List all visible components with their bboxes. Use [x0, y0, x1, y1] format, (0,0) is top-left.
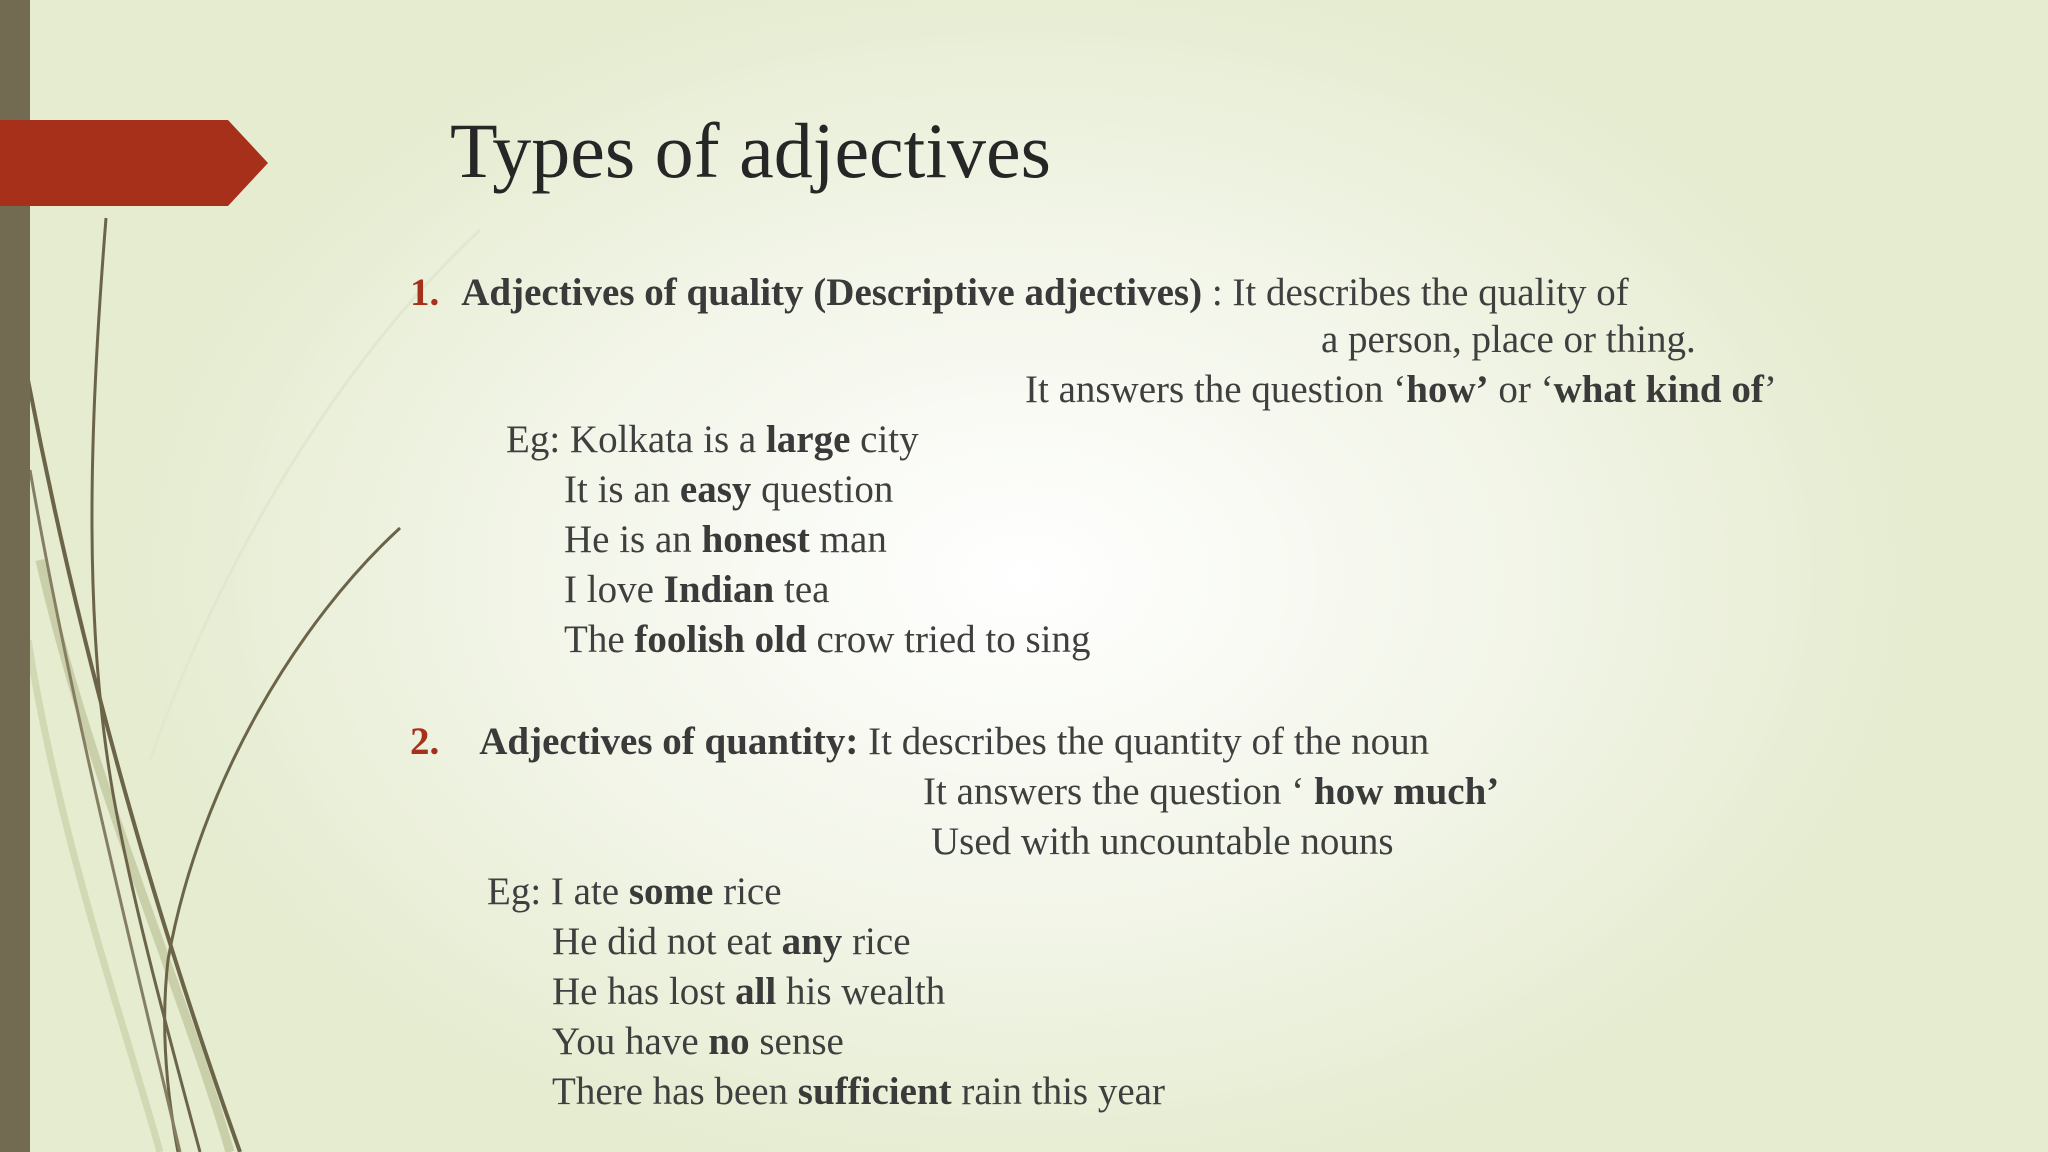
example-text: Eg: Kolkata is a [506, 418, 766, 461]
example-text: It is an [564, 468, 680, 511]
example-adjective: easy [679, 468, 752, 511]
example-text: I love [564, 568, 664, 611]
section-1-example-1 [506, 420, 919, 459]
example-text: his wealth [776, 970, 946, 1013]
title-arrow-marker [0, 120, 268, 206]
section-2-example-5 [552, 1072, 1165, 1111]
example-text: city [850, 418, 919, 461]
section-1-example-5 [564, 620, 1090, 659]
section-2-answer-prefix: It answers the question ‘ [923, 770, 1314, 813]
example-text: rice [713, 870, 782, 913]
section-1-answer-line [1025, 370, 1777, 409]
example-text: Eg: I ate [487, 870, 629, 913]
section-2-example-2 [552, 922, 911, 961]
dark-stem-4 [30, 470, 180, 1152]
section-2-example-3 [552, 972, 945, 1011]
example-text: question [751, 468, 894, 511]
section-1-example-3 [564, 520, 887, 559]
section-1-answer-or: or ‘ [1488, 368, 1554, 411]
section-1-example-4 [564, 570, 829, 609]
example-text: You have [552, 1020, 709, 1063]
section-2-heading: Adjectives of quantity: [479, 720, 859, 763]
section-1-definition-cont: a person, place or thing. [1321, 318, 1696, 361]
example-text: He is an [564, 518, 702, 561]
example-text: sense [749, 1020, 844, 1063]
section-2-answer-bold: how much’ [1314, 770, 1500, 813]
example-adjective: all [735, 970, 777, 1013]
section-1-answer-prefix: It answers the question ‘ [1025, 368, 1407, 411]
section-1-answer-end: ’ [1763, 368, 1777, 411]
example-text: rain this year [951, 1070, 1165, 1113]
section-2-usage: Used with uncountable nouns [931, 820, 1394, 863]
example-text: tea [774, 568, 830, 611]
example-adjective: Indian [663, 568, 775, 611]
section-1-answer-how: how’ [1406, 368, 1489, 411]
example-adjective: large [765, 418, 851, 461]
example-adjective: honest [701, 518, 810, 561]
example-text: crow tried to sing [806, 618, 1091, 661]
example-adjective: some [628, 870, 714, 913]
example-text: The [564, 618, 635, 661]
section-2-answer-line [923, 772, 1499, 811]
section-2-definition: It describes the quantity of the noun [858, 720, 1430, 763]
section-1-number: 1. [410, 271, 440, 314]
example-text: He did not eat [552, 920, 782, 963]
example-text: He has lost [552, 970, 736, 1013]
dark-stem-1 [28, 380, 240, 1152]
example-adjective: sufficient [797, 1070, 952, 1113]
section-1-definition: : It describes the quality of [1202, 271, 1629, 314]
section-2-example-1 [487, 872, 782, 911]
section-1-heading: Adjectives of quality (Descriptive adjectives) [461, 271, 1203, 314]
section-1-heading-line [410, 273, 1629, 312]
section-2-example-4 [552, 1022, 844, 1061]
section-1-example-2 [564, 470, 893, 509]
section-2-number: 2. [410, 720, 440, 763]
example-adjective: any [781, 920, 843, 963]
slide-title: Types of adjectives [450, 107, 1051, 194]
example-text: There has been [552, 1070, 798, 1113]
example-text: man [809, 518, 887, 561]
section-1-answer-what: what kind of [1553, 368, 1764, 411]
example-adjective: no [708, 1020, 750, 1063]
example-adjective: foolish old [634, 618, 807, 661]
section-2-heading-line [410, 722, 1429, 761]
example-text: rice [842, 920, 911, 963]
